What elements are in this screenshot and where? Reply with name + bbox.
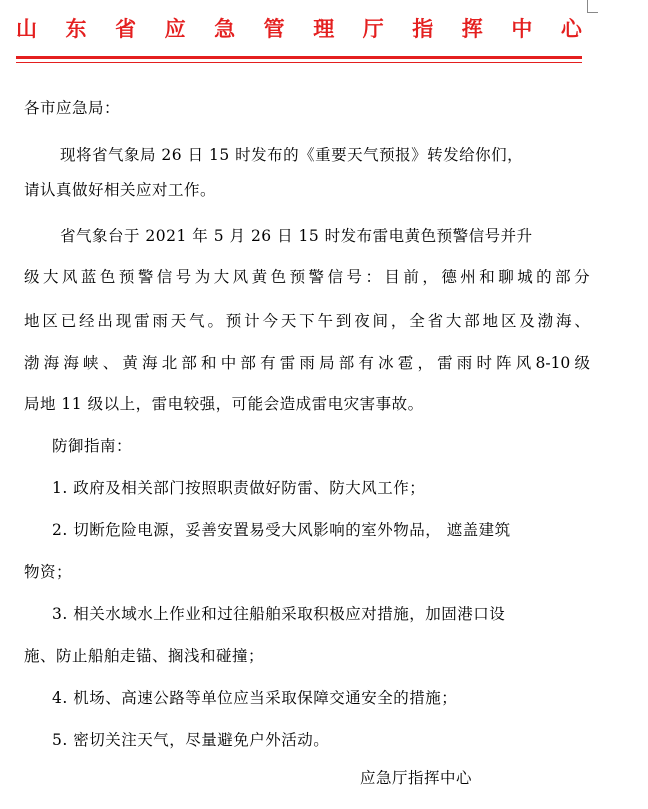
justified-char: 部 (181, 354, 197, 372)
justified-char: 警 (308, 268, 325, 286)
justified-char: 色 (270, 268, 287, 286)
justified-char: 部 (338, 354, 355, 372)
justified-char: 海 (63, 354, 79, 372)
justified-char: 全 (409, 312, 425, 330)
header-title (16, 8, 582, 48)
justified-char: 为 (194, 268, 211, 286)
justified-char: 天 (280, 312, 297, 330)
header-title-char: 山 (16, 16, 37, 41)
header-title-char: 东 (65, 16, 87, 41)
justified-char: 前 (403, 268, 419, 286)
header-title-char: 心 (560, 16, 582, 41)
justified-char: 号 (346, 268, 362, 286)
justified-char: 区 (42, 312, 58, 330)
header-title-char: 管 (263, 16, 285, 41)
justified-char: 雨 (152, 312, 168, 330)
justified-char: 风 (232, 268, 249, 286)
justified-char: 的 (536, 268, 552, 286)
body-line-1: 省气象台于 2021 年 5 月 26 日 15 时发布雷电黄色预警信号并升 (60, 227, 533, 245)
guide-item-3-cont: 施、防止船舶走锚、搁浅和碰撞； (24, 647, 265, 665)
guide-item-4: 4. 机场、高速公路等单位应当采取保障交通安全的措施； (52, 689, 458, 707)
justified-char: 、 (102, 354, 119, 372)
justified-char: 分 (574, 268, 590, 286)
justified-char: 雷 (134, 312, 150, 330)
guide-item-2: 2. 切断危险电源，妥善安置易受大风影响的室外物品， 遮盖建筑 (52, 521, 511, 539)
header-title-char: 中 (511, 16, 533, 41)
body-line-4 (24, 353, 590, 373)
page-corner-mark (587, 0, 598, 13)
justified-char: 部 (240, 354, 256, 372)
justified-char: ， (390, 312, 407, 330)
justified-char: 大 (42, 268, 59, 286)
justified-char: 、 (574, 312, 590, 330)
justified-char: 峡 (83, 354, 99, 372)
justified-char: 8-10 (535, 354, 571, 372)
justified-char: 和 (201, 354, 217, 372)
justified-char: ： (365, 268, 381, 286)
intro-line-1: 现将省气象局 26 日 15 时发布的《重要天气预报》转发给你们， (60, 146, 524, 164)
header-title-char: 理 (313, 16, 335, 41)
justified-char: 。 (207, 312, 223, 330)
justified-char: 蓝 (80, 268, 97, 286)
justified-char: 风 (515, 354, 532, 372)
justified-char: 天 (170, 312, 187, 330)
justified-char: 大 (213, 268, 230, 286)
justified-char: 部 (464, 312, 480, 330)
justified-char: 级 (24, 268, 40, 286)
justified-char: 中 (220, 354, 237, 372)
justified-char: 到 (335, 312, 352, 330)
intro-line-2: 请认真做好相关应对工作。 (24, 181, 217, 199)
justified-char: 雹 (397, 354, 414, 372)
justified-char: 经 (79, 312, 95, 330)
justified-char: 已 (60, 312, 77, 330)
justified-char: 色 (99, 268, 116, 286)
guide-item-2-cont: 物资； (24, 563, 73, 581)
justified-char: 州 (460, 268, 476, 286)
justified-char: 北 (161, 354, 178, 372)
justified-char: 时 (476, 354, 492, 372)
header-title-char: 挥 (461, 16, 483, 41)
justified-char: 雷 (437, 354, 453, 372)
justified-char: 预 (289, 268, 306, 286)
justified-char: 级 (574, 354, 590, 372)
justified-char: 渤 (537, 312, 554, 330)
header-rule-thick (16, 56, 582, 59)
justified-char: 今 (262, 312, 278, 330)
justified-char: 聊 (498, 268, 514, 286)
header-title-char: 厅 (362, 16, 384, 41)
guide-item-1: 1. 政府及相关部门按照职责做好防雷、防大风工作； (52, 479, 426, 497)
guide-item-5: 5. 密切关注天气，尽量避免户外活动。 (52, 731, 330, 749)
justified-char: 海 (555, 312, 572, 330)
header-title-char: 省 (115, 16, 137, 41)
guide-item-3: 3. 相关水域水上作业和过往船舶采取积极应对措施，加固港口设 (52, 605, 506, 623)
justified-char: 信 (327, 268, 344, 286)
justified-char: 出 (97, 312, 113, 330)
justified-char: 信 (156, 268, 173, 286)
justified-char: 间 (372, 312, 389, 330)
justified-char: 大 (445, 312, 462, 330)
justified-char: 预 (225, 312, 242, 330)
justified-char: 海 (142, 354, 158, 372)
justified-char: 地 (482, 312, 499, 330)
justified-char: 下 (299, 312, 315, 330)
justified-char: 及 (519, 312, 535, 330)
justified-char: 午 (317, 312, 334, 330)
justified-char: ， (417, 354, 433, 372)
header-title-char: 应 (164, 16, 186, 41)
justified-char: 号 (175, 268, 192, 286)
justified-char: 有 (260, 354, 276, 372)
justified-char: 夜 (354, 312, 370, 330)
justified-char: 渤 (24, 354, 40, 372)
guide-title: 防御指南： (52, 437, 133, 455)
header-title-char: 急 (214, 16, 236, 41)
body-line-3 (24, 311, 590, 331)
justified-char: 雷 (279, 354, 296, 372)
justified-char: 局 (319, 354, 335, 372)
justified-char: 雨 (299, 354, 315, 372)
justified-char: 区 (500, 312, 517, 330)
justified-char: 现 (115, 312, 132, 330)
header-rule-thin (16, 62, 582, 63)
justified-char: 地 (24, 312, 40, 330)
header-title-char: 指 (412, 16, 434, 41)
justified-char: 和 (479, 268, 495, 286)
body-line-5: 局地 11 级以上，雷电较强，可能会造成雷电灾害事故。 (24, 395, 424, 413)
justified-char: 城 (517, 268, 533, 286)
justified-char: 黄 (251, 268, 268, 286)
justified-char: 阵 (496, 354, 512, 372)
justified-char: 黄 (122, 354, 138, 372)
salutation: 各市应急局： (24, 99, 121, 117)
signature: 应急厅指挥中心 (360, 769, 473, 787)
justified-char: 海 (43, 354, 60, 372)
justified-char: 部 (555, 268, 571, 286)
justified-char: 风 (61, 268, 78, 286)
justified-char: 省 (427, 312, 444, 330)
justified-char: 冰 (378, 354, 394, 372)
justified-char: 气 (189, 312, 205, 330)
justified-char: 德 (441, 268, 457, 286)
justified-char: 预 (118, 268, 135, 286)
justified-char: 有 (358, 354, 374, 372)
justified-char: 雨 (456, 354, 473, 372)
justified-char: ， (422, 268, 438, 286)
justified-char: 目 (384, 268, 400, 286)
justified-char: 计 (244, 312, 260, 330)
justified-char: 警 (137, 268, 154, 286)
body-line-2 (24, 267, 590, 287)
